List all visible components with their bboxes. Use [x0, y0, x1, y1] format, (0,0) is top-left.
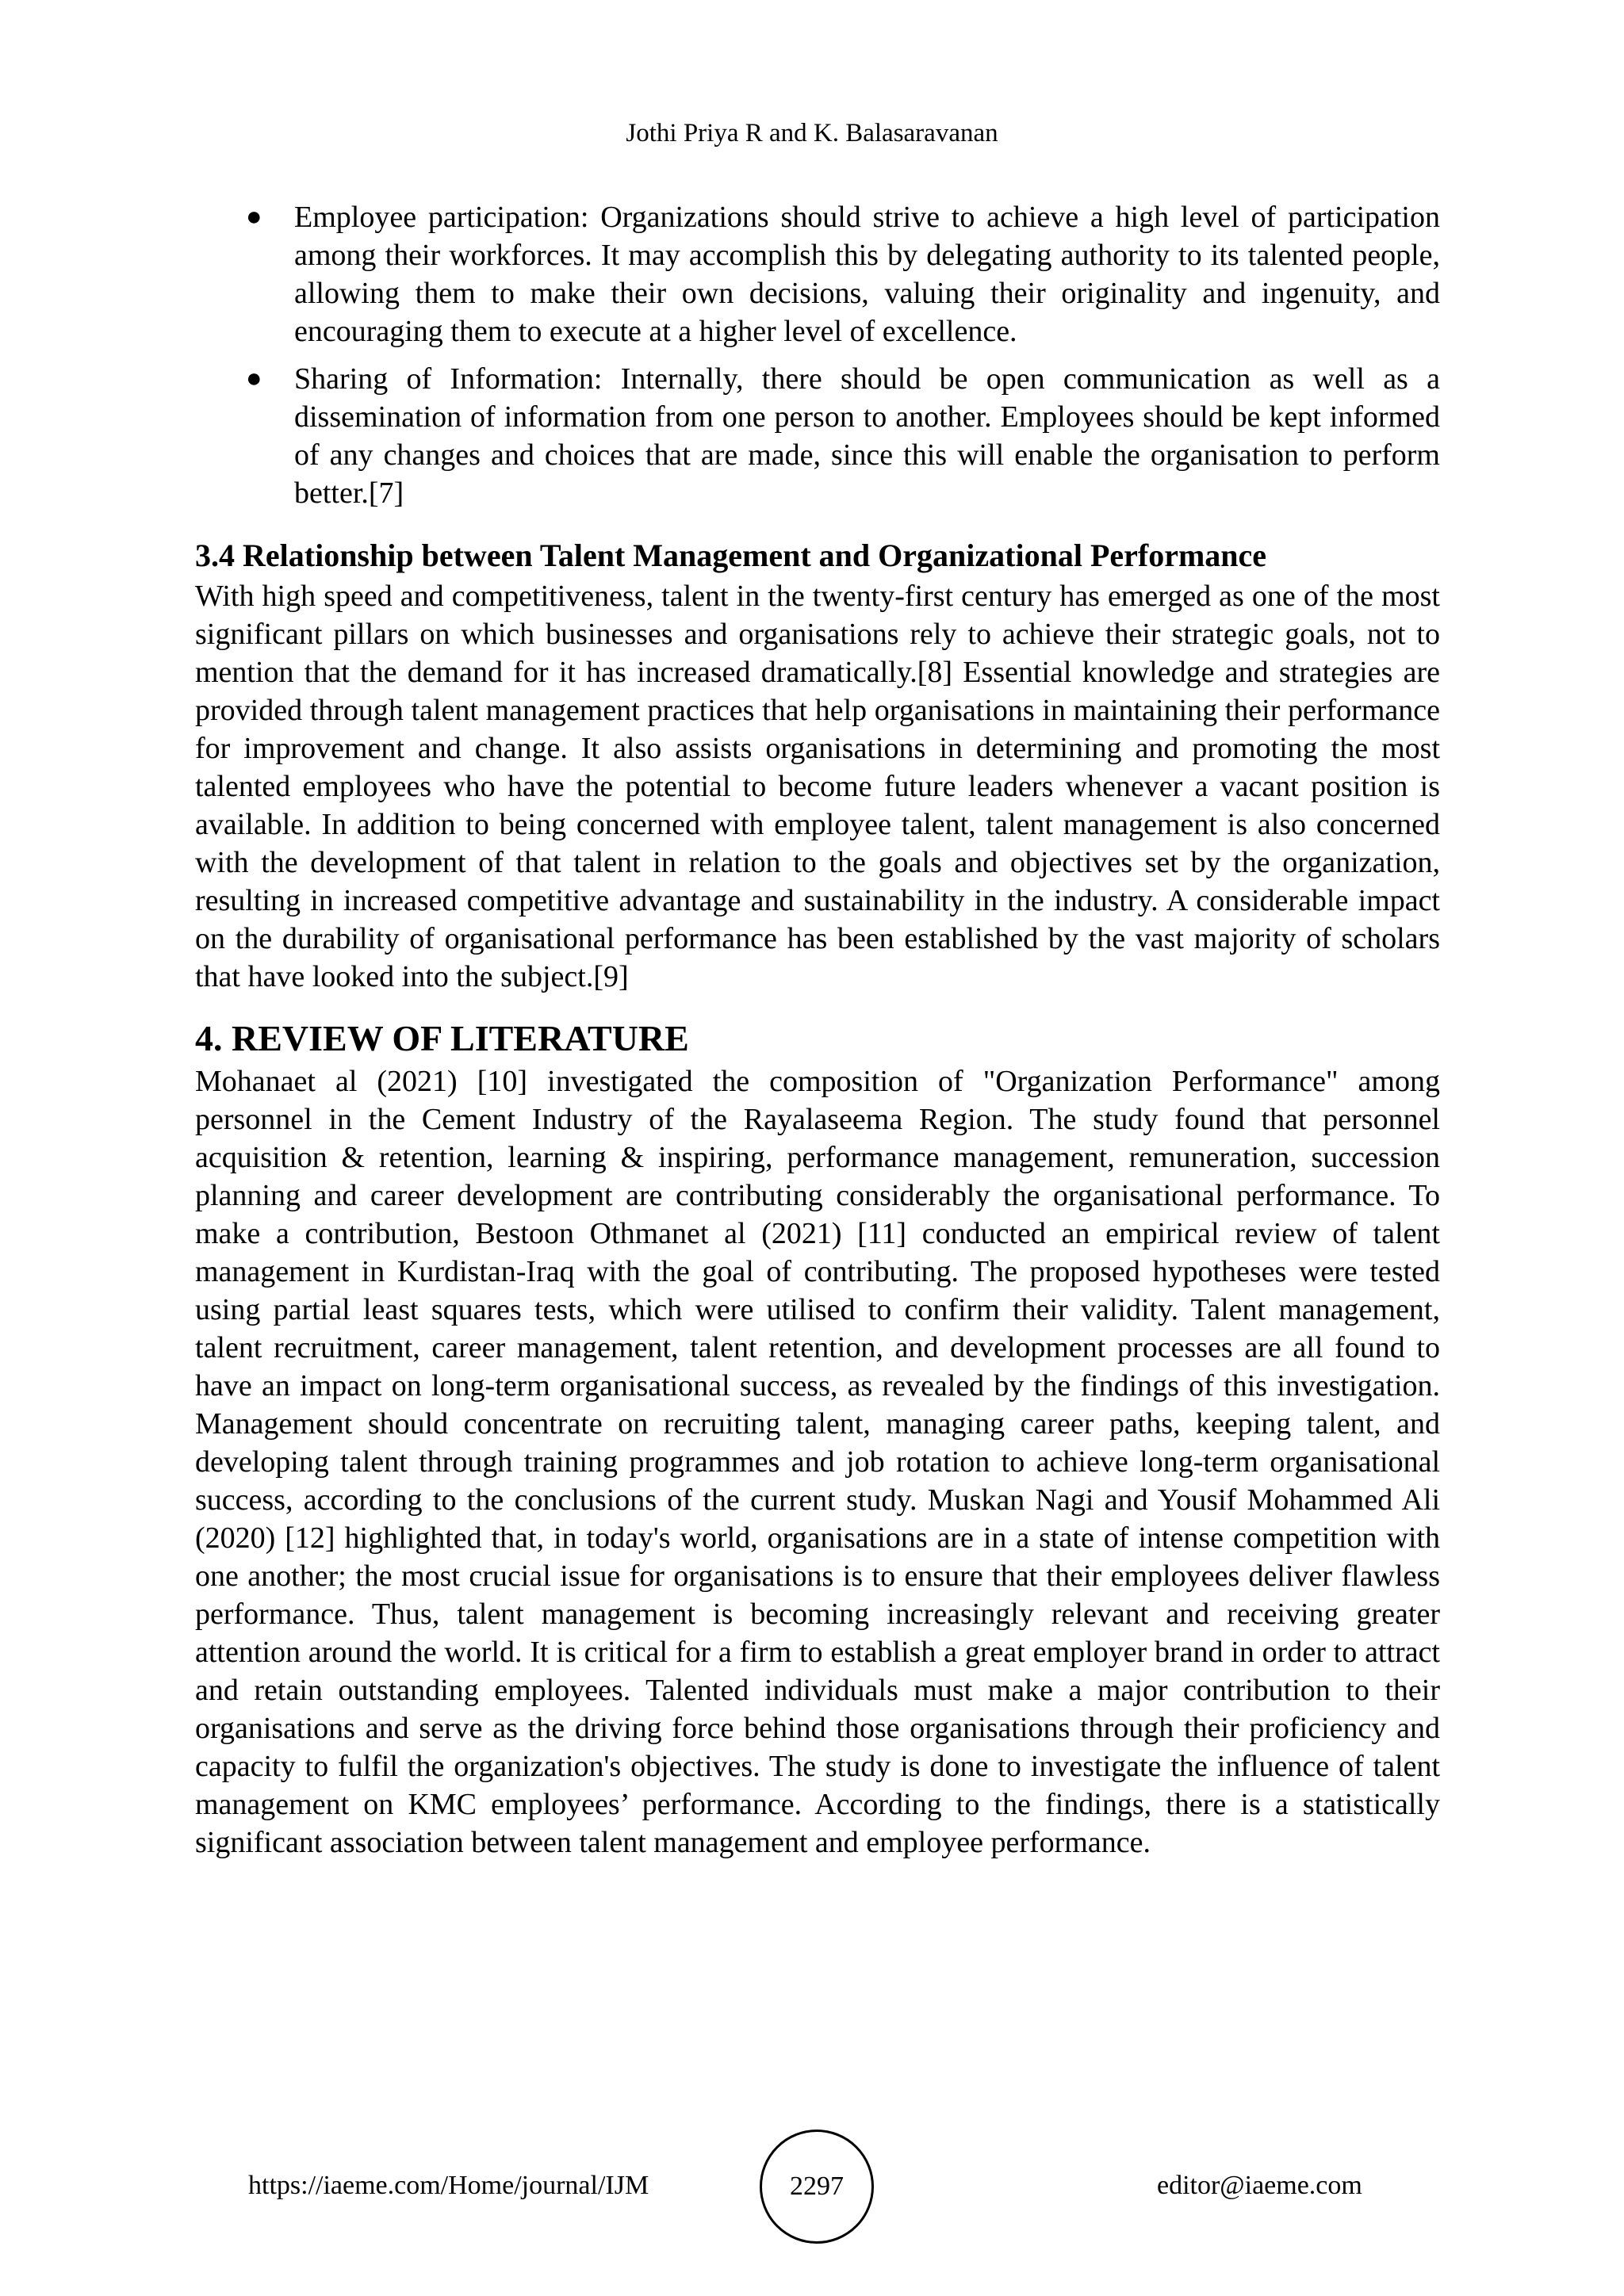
running-head: Jothi Priya R and K. Balasaravanan [626, 119, 998, 147]
bullet-text: Sharing of Information: Internally, there should be open communication as well as a dissemination of information from one person to another. Employees should be kept informed of any changes and choices that are made, since this will enable the organisation to perform better.[7] [294, 362, 1440, 510]
section-3-4-heading: 3.4 Relationship between Talent Management and Organizational Performance [195, 538, 1267, 573]
bullet-item-employee-participation [195, 198, 1440, 350]
section-4-heading: 4. REVIEW OF LITERATURE [195, 1018, 689, 1058]
section-4-paragraph: Mohanaet al (2021) [10] investigated the composition of "Organization Performance" among personnel in the Cement Industry of the Rayalaseema Region. The study found that personnel acquisition & retention, learning & inspiring, performance management, remuneration, succession planning and career development are contributing considerably the organisational performance. To make a contribution, Bestoon Othmanet al (2021) [11] conducted an empirical review of talent management in Kurdistan-Iraq with the goal of contributing. The proposed hypotheses were tested using partial least squares tests, which were utilised to confirm their validity. Talent management, talent recruitment, career management, talent retention, and development processes are all found to have an impact on long-term organisational success, as revealed by the findings of this investigation. Management should concentrate on recruiting talent, managing career paths, keeping talent, and developing talent through training programmes and job rotation to achieve long-term organisational success, according to the conclusions of the current study. Muskan Nagi and Yousif Mohammed Ali (2020) [12] highlighted that, in today's world, organisations are in a state of intense competition with one another; the most crucial issue for organisations is to ensure that their employees deliver flawless performance. Thus, talent management is becoming increasingly relevant and receiving greater attention around the world. It is critical for a firm to establish a great employer brand in order to attract and retain outstanding employees. Talented individuals must make a major contribution to their organisations and serve as the driving force behind those organisations through their proficiency and capacity to fulfil the organization's objectives. The study is done to investigate the influence of talent management on KMC employees’ performance. According to the findings, there is a statistically significant association between talent management and employee performance. [195, 1065, 1440, 1859]
bullet-icon: ● [246, 202, 262, 232]
footer-email[interactable]: editor@iaeme.com [1157, 2171, 1362, 2200]
bullet-text: Employee participation: Organizations should strive to achieve a high level of participation among their workforces. It may accomplish this by delegating authority to its talented people, allowing them to make their own decisions, valuing their originality and ingenuity, and encouraging them to execute at a higher level of excellence. [294, 201, 1440, 348]
bullet-item-sharing-information [195, 360, 1440, 512]
bullet-list [195, 198, 1440, 512]
page-number-text: 2297 [790, 2172, 844, 2201]
bullet-icon: ● [246, 364, 262, 393]
page-number [760, 2130, 874, 2244]
page-content [195, 198, 1440, 1862]
section-3-4-paragraph: With high speed and competitiveness, talent in the twenty-first century has emerged as one of the most significant pillars on which businesses and organisations rely to achieve their strategic goals, not to mention that the demand for it has increased dramatically.[8] Essential knowledge and strategies are provided through talent management practices that help organisations in maintaining their performance for improvement and change. It also assists organisations in determining and promoting the most talented employees who have the potential to become future leaders whenever a vacant position is available. In addition to being concerned with employee talent, talent management is also concerned with the development of that talent in relation to the goals and objectives set by the organization, resulting in increased competitive advantage and sustainability in the industry. A considerable impact on the durability of organisational performance has been established by the vast majority of scholars that have looked into the subject.[9] [195, 580, 1440, 993]
footer-journal-link[interactable]: https://iaeme.com/Home/journal/IJM [248, 2171, 649, 2200]
